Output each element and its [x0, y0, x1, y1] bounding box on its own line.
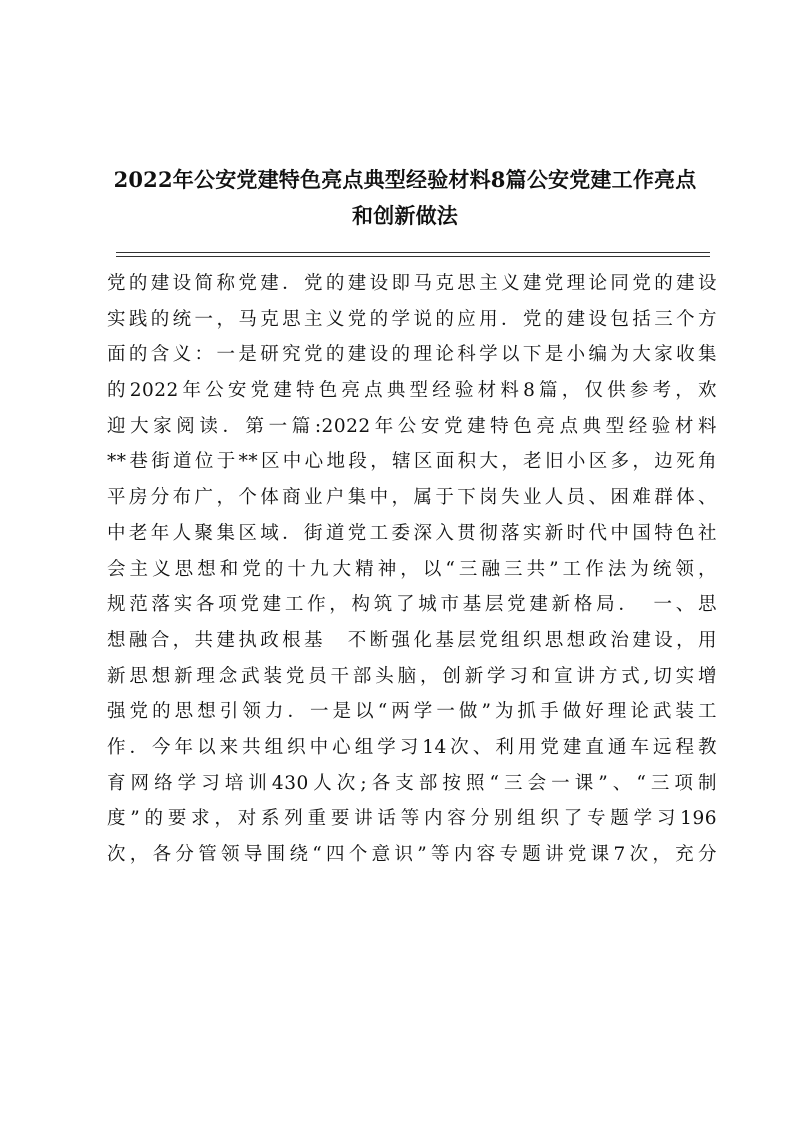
body-line: 实践的统一，马克思主义党的学说的应用．党的建设包括三个方	[107, 308, 717, 330]
title-divider-thick	[116, 252, 710, 253]
body-line: 规范落实各项党建工作，构筑了城市基层党建新格局． 一、思	[107, 594, 717, 616]
body-line: 度”的要求，对系列重要讲话等内容分别组织了专题学习196	[107, 808, 717, 830]
body-line: 次，各分管领导围绕“四个意识”等内容专题讲党课7次，充分	[107, 844, 717, 865]
body-line: 的2022年公安党建特色亮点典型经验材料8篇，仅供参考，欢	[107, 380, 717, 402]
body-line: 中老年人聚集区域．街道党工委深入贯彻落实新时代中国特色社	[107, 522, 717, 544]
body-line: **巷街道位于**区中心地段，辖区面积大，老旧小区多，边死角	[107, 451, 717, 473]
body-line: 党的建设简称党建．党的建设即马克思主义建党理论同党的建设	[107, 273, 717, 294]
title-line-1: 2022年公安党建特色亮点典型经验材料8篇公安党建工作亮点	[113, 167, 697, 192]
body-line: 迎大家阅读．第一篇:2022年公安党建特色亮点典型经验材料	[107, 415, 717, 437]
body-line: 想融合，共建执政根基 不断强化基层党组织思想政治建设，用	[107, 629, 717, 651]
body-line: 作．今年以来共组织中心组学习14次、利用党建直通车远程教	[107, 736, 717, 758]
body-line: 强党的思想引领力．一是以“两学一做”为抓手做好理论武装工	[107, 701, 717, 723]
body-line: 会主义思想和党的十九大精神，以“三融三共”工作法为统领，	[107, 558, 717, 580]
title-line-2: 和创新做法	[352, 203, 458, 228]
title-divider-thin	[116, 256, 710, 257]
body-paragraph	[107, 266, 717, 873]
body-line: 新思想新理念武装党员干部头脑，创新学习和宣讲方式,切实增	[107, 665, 717, 687]
body-line: 平房分布广，个体商业户集中，属于下岗失业人员、困难群体、	[107, 487, 717, 509]
body-line: 面的含义：一是研究党的建设的理论科学以下是小编为大家收集	[107, 344, 717, 366]
body-line: 育网络学习培训430人次;各支部按照“三会一课”、“三项制	[107, 772, 717, 794]
document-title	[100, 162, 710, 234]
